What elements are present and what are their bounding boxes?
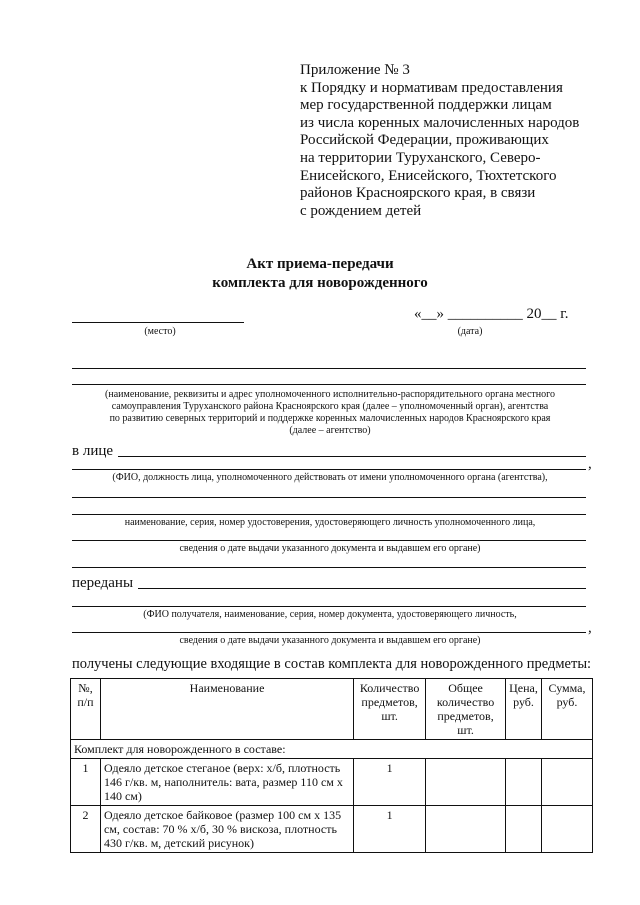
header-total: Общее количество предметов, шт. [426,679,506,740]
org-line-2[interactable] [72,384,586,385]
appendix-line: районов Красноярского края, в связи [300,185,536,202]
header-price: Цена, руб. [506,679,542,740]
row-num: 1 [71,759,101,806]
appendix-line: к Порядку и нормативам предоставления [300,79,563,96]
representative-line-2[interactable] [72,469,586,470]
representative-fio-caption: (ФИО, должность лица, уполномоченного действовать от имени уполномоченного органа (агентства), [112,472,548,483]
row-price[interactable] [506,759,542,806]
recipient-line-2[interactable] [72,606,586,607]
document-title: Акт приема-передачи [246,256,394,272]
representative-issue-caption: сведения о дате выдачи указанного документа и выдавшем его органе) [179,543,481,554]
appendix-header [300,62,620,220]
appendix-line: Енисейского, Енисейского, Тюхтетского [300,167,557,184]
items-table [70,678,593,853]
row-price[interactable] [506,806,542,853]
org-caption: (наименование, реквизиты и адрес уполномоченного исполнительно-распорядительного органа местного самоуправления Туруханского района Красноярского края (далее – уполномоченный орган), агентства по развитию северных территорий и поддержке коренных малочисленных народов Красноярского края (далее – агентство) [105,389,555,436]
document-subtitle: комплекта для новорожденного [212,275,428,291]
table-row [71,806,593,853]
representative-line-3[interactable] [72,497,586,498]
table-row [71,759,593,806]
table-section-row [71,740,593,759]
recipient-line-3[interactable] [72,632,586,633]
recipient-line-1[interactable] [138,588,586,589]
date-field[interactable]: «__» __________ 20__ г. [414,306,569,322]
row-total[interactable] [426,759,506,806]
date-caption: (дата) [457,326,483,337]
row-count[interactable]: 1 [354,806,426,853]
recipient-issue-caption: сведения о дате выдачи указанного документа и выдавшем его органе) [179,635,481,646]
representative-line-5[interactable] [72,540,586,541]
appendix-line: из числа коренных малочисленных народов [300,114,580,131]
place-line[interactable] [72,322,244,323]
representative-doc-caption: наименование, серия, номер удостоверения, удостоверяющего личность уполномоченного лица, [124,517,536,528]
row-sum[interactable] [542,759,593,806]
appendix-line: мер государственной поддержки лицам [300,97,552,114]
representative-line-1[interactable] [118,456,586,457]
appendix-line: Российской Федерации, проживающих [300,132,549,149]
recipient-label: переданы [72,575,134,591]
header-sum: Сумма, руб. [542,679,593,740]
row-name: Одеяло детское байковое (размер 100 см х 135 см, состав: 70 % х/б, 30 % вискоза, плотность 430 г/кв. м, детский рисунок) [100,806,353,853]
header-num: №, п/п [71,679,101,740]
place-caption: (место) [144,326,176,337]
representative-line-6[interactable] [72,567,586,568]
representative-line-4[interactable] [72,514,586,515]
appendix-line: Приложение № 3 [300,62,410,78]
section-title: Комплект для новорожденного в составе: [71,740,593,759]
recipient-comma: , [588,620,592,636]
representative-comma: , [588,456,592,472]
table-header-row [71,679,593,740]
header-name: Наименование [100,679,353,740]
appendix-line: на территории Туруханского, Северо- [300,149,541,166]
recipient-fio-caption: (ФИО получателя, наименование, серия, номер документа, удостоверяющего личность, [143,609,517,620]
row-total[interactable] [426,806,506,853]
row-sum[interactable] [542,806,593,853]
received-text: получены следующие входящие в состав комплекта для новорожденного предметы: [72,656,592,672]
header-count: Количество предметов, шт. [354,679,426,740]
org-line-1[interactable] [72,368,586,369]
row-count[interactable]: 1 [354,759,426,806]
row-name: Одеяло детское стеганое (верх: х/б, плотность 146 г/кв. м, наполнитель: вата, размер 110 см х 140 см) [100,759,353,806]
representative-label: в лице [72,443,114,459]
appendix-line: с рождением детей [300,202,422,219]
row-num: 2 [71,806,101,853]
